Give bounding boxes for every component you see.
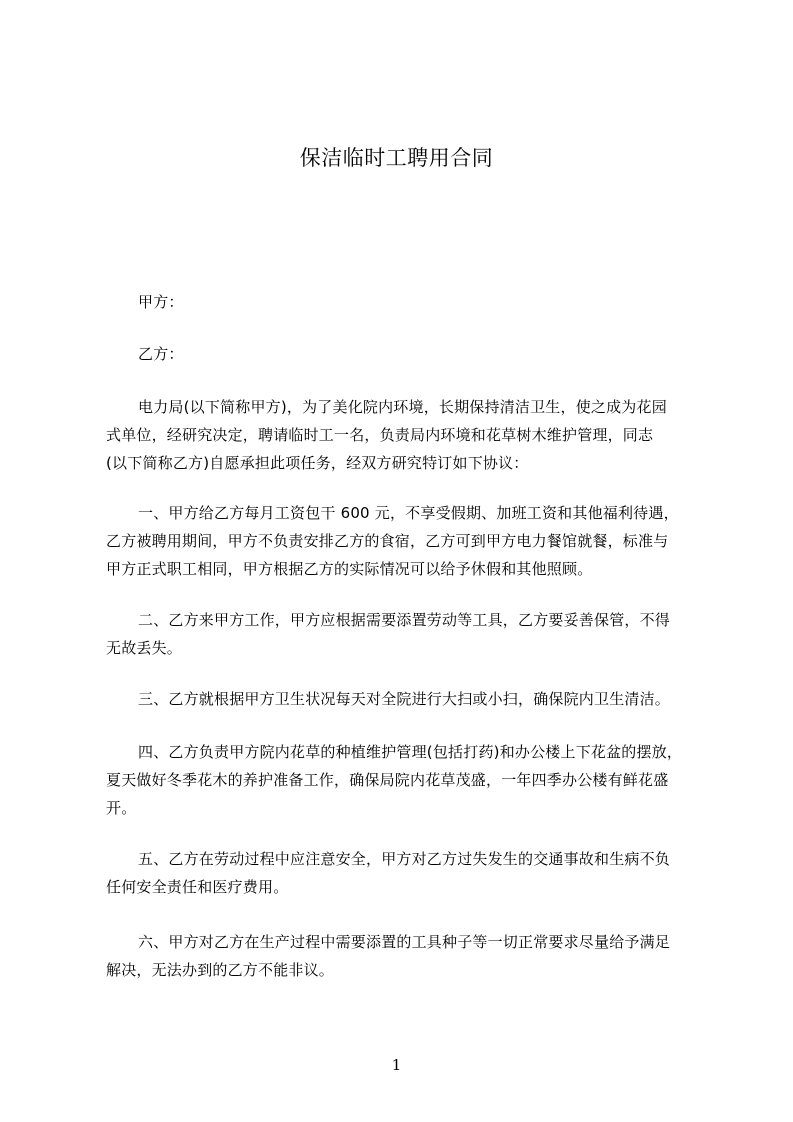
page-number: 1	[391, 1056, 402, 1074]
clause-1-line-1: 一、甲方给乙方每月工资包干 600 元，不享受假期、加班工资和其他福利待遇，	[138, 504, 679, 522]
clause-1-line-3: 甲方正式职工相同，甲方根据乙方的实际情况可以给予休假和其他照顾。	[106, 560, 593, 578]
clause-2-line-1: 二、乙方来甲方工作，甲方应根据需要添置劳动等工具，乙方要妥善保管，不得	[138, 611, 671, 629]
clause-6-line-1: 六、甲方对乙方在生产过程中需要添置的工具种子等一切正常要求尽量给予满足	[138, 933, 671, 951]
intro-line-2: 式单位，经研究决定，聘请临时工一名，负责局内环境和花草树木维护管理，同志	[106, 426, 654, 444]
clause-5-line-2: 任何安全责任和医疗费用。	[106, 878, 289, 896]
intro-line-3: (以下简称乙方)自愿承担此项任务，经双方研究特订如下协议：	[106, 454, 529, 472]
clause-4-line-1: 四、乙方负责甲方院内花草的种植维护管理(包括打药)和办公楼上下花盆的摆放，	[138, 743, 683, 761]
clause-3-line-1: 三、乙方就根据甲方卫生状况每天对全院进行大扫或小扫，确保院内卫生清洁。	[138, 690, 671, 708]
intro-line-1: 电力局(以下简称甲方)，为了美化院内环境，长期保持清洁卫生，使之成为花园	[138, 398, 667, 416]
party-a-label: 甲方：	[138, 293, 184, 311]
clause-4-line-2: 夏天做好冬季花木的养护准备工作，确保局院内花草茂盛，一年四季办公楼有鲜花盛	[106, 771, 669, 789]
contract-title: 保洁临时工聘用合同	[299, 146, 494, 170]
clause-2-line-2: 无故丢失。	[106, 639, 183, 657]
clause-4-line-3: 开。	[106, 799, 137, 817]
party-b-label: 乙方：	[138, 345, 184, 363]
clause-1-line-2: 乙方被聘用期间，甲方不负责安排乙方的食宿，乙方可到甲方电力餐馆就餐，标准与	[106, 532, 669, 550]
clause-6-line-2: 解决，无法办到的乙方不能非议。	[106, 961, 335, 979]
clause-5-line-1: 五、乙方在劳动过程中应注意安全，甲方对乙方过失发生的交通事故和生病不负	[138, 850, 671, 868]
